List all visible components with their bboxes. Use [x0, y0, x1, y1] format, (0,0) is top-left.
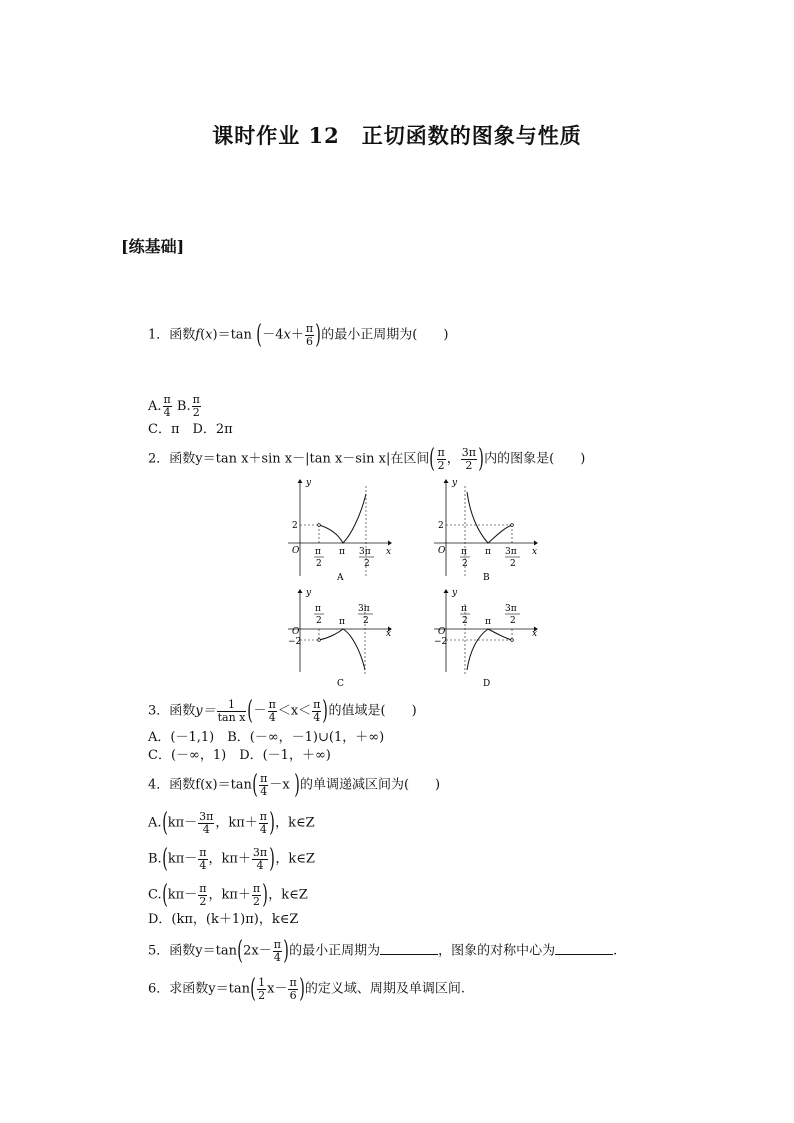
fraction: $\frac{3\pi}{4}$ [252, 845, 268, 872]
question-6: 6．求函数y＝tan( $\frac{1}{2}$ x－ $\frac{\pi}{6}$ )的定义域、周期及单调区间. [148, 974, 466, 1004]
origin-label: O [438, 546, 446, 556]
curve [319, 494, 366, 543]
y-axis-arrow [298, 479, 303, 483]
question-4: 4．函数f(x)＝tan( $\frac{\pi}{4}$ －x )的单调递减区间为( ) [148, 770, 441, 800]
question-4-option-b: B.(kπ－ $\frac{\pi}{4}$ ，kπ＋ $\frac{3\pi}{4}$ )，k∈Z [148, 844, 315, 874]
answer-blank-center[interactable] [555, 942, 613, 955]
fraction: $\frac{\pi}{4}$ [259, 809, 267, 836]
fraction: $\frac{1}{\text{tan x}}$ [217, 697, 246, 724]
svg-text:3π: 3π [505, 604, 517, 614]
svg-text:3π: 3π [505, 547, 517, 557]
answer-blank-period[interactable] [380, 942, 438, 955]
curve [467, 492, 512, 543]
section-heading: [练基础] [121, 237, 185, 256]
graph-b [430, 476, 542, 584]
question-4-option-a: A.(kπ－ $\frac{3\pi}{4}$ ，kπ＋ $\frac{\pi}{4}$ )，k∈Z [148, 808, 315, 838]
svg-text:π: π [339, 547, 345, 557]
fraction: $\frac{\pi}{4}$ [268, 697, 276, 724]
graph-a [284, 476, 396, 584]
x-axis-arrow [388, 541, 392, 546]
svg-text:2: 2 [510, 559, 516, 569]
graph-d [430, 586, 542, 690]
y-label: y [306, 478, 312, 488]
tick-label-2: 2 [292, 521, 298, 531]
svg-text:2: 2 [462, 616, 468, 626]
fraction: $\frac{\pi}{2}$ [199, 881, 207, 908]
y-axis-arrow [444, 479, 449, 483]
graph-label-b: B [483, 573, 490, 583]
fraction: $\frac{\pi}{2}$ [437, 445, 445, 472]
fraction: $\frac{\pi}{4}$ [273, 937, 281, 964]
graph-label-c: C [337, 679, 344, 689]
svg-text:2: 2 [316, 616, 322, 626]
y-label: y [306, 588, 312, 598]
fraction: $\frac{\pi}{4}$ [313, 697, 321, 724]
y-axis-arrow [298, 589, 303, 593]
question-3-options-cd: C．(－∞，1) D．(－1，＋∞) [148, 748, 331, 763]
question-1-options-ab: A. $\frac{\pi}{4}$ B. $\frac{\pi}{2}$ [148, 393, 200, 419]
question-4-option-c: C.(kπ－ $\frac{\pi}{2}$ ，kπ＋ $\frac{\pi}{2}$ )，k∈Z [148, 880, 308, 910]
svg-text:3π: 3π [358, 604, 370, 614]
svg-text:2: 2 [363, 616, 369, 626]
origin-label: O [292, 627, 300, 637]
question-3: 3．函数y＝ $\frac{1}{\text{tan x}}$ (－ $\frac{\pi}{4}$ ＜x＜ $\frac{\pi}{4}$ )的值域是( ) [148, 696, 417, 726]
fraction: $\frac{\pi}{4}$ [199, 845, 207, 872]
y-label: y [452, 588, 458, 598]
tick-label-2: 2 [438, 521, 444, 531]
y-axis-arrow [444, 589, 449, 593]
x-axis-arrow [534, 541, 538, 546]
question-1: 1．函数f(x)＝tan (－4x＋ $\frac{\pi}{6}$ )的最小正周期为( ) [148, 320, 449, 350]
question-2: 2．函数y＝tan x＋sin x－|tan x－sin x|在区间( $\frac{\pi}{2}$ ， $\frac{3\pi}{2}$ )内的图象是( ) [148, 444, 586, 474]
svg-text:π: π [315, 547, 321, 557]
svg-text:π: π [485, 547, 491, 557]
fraction: $\frac{3\pi}{2}$ [461, 445, 476, 472]
graph-c [284, 586, 396, 690]
origin-label: O [438, 627, 446, 637]
fraction: $\frac{\pi}{4}$ [260, 771, 268, 798]
tick-label-neg-2: −2 [288, 637, 302, 647]
origin-label: O [292, 546, 300, 556]
svg-text:π: π [461, 547, 467, 557]
y-label: y [452, 478, 458, 488]
svg-text:π: π [485, 617, 491, 627]
x-label: x [386, 547, 392, 557]
fraction: $\frac{\pi}{6}$ [289, 975, 297, 1002]
fraction: $\frac{\pi}{2}$ [192, 393, 200, 419]
x-label: x [386, 629, 392, 639]
fraction: $\frac{3\pi}{4}$ [199, 809, 214, 836]
graph-label-d: D [483, 679, 491, 689]
svg-text:3π: 3π [359, 547, 371, 557]
x-label: x [532, 547, 538, 557]
fraction: $\frac{\pi}{2}$ [252, 881, 261, 908]
svg-text:2: 2 [364, 559, 370, 569]
svg-text:π: π [315, 604, 321, 614]
fraction: $\frac{\pi}{6}$ [305, 321, 314, 348]
svg-text:2: 2 [510, 616, 516, 626]
x-label: x [532, 629, 538, 639]
curve [467, 629, 512, 670]
question-5: 5．函数y＝tan(2x－ $\frac{\pi}{4}$ )的最小正周期为 ，图象的对称中心为 . [148, 936, 618, 966]
graph-label-a: A [337, 573, 344, 583]
svg-text:2: 2 [462, 559, 468, 569]
curve [319, 629, 365, 670]
page-title: 课时作业 12 正切函数的图象与性质 [212, 123, 582, 148]
question-3-options-ab: A．(－1,1) B．(－∞，－1)∪(1，＋∞) [148, 730, 385, 745]
tick-label-neg-2: −2 [434, 637, 448, 647]
question-4-option-d: D．(kπ，(k＋1)π)，k∈Z [148, 912, 299, 927]
question-1-options-cd: C．π D．2π [148, 422, 233, 437]
svg-text:2: 2 [316, 559, 322, 569]
svg-text:π: π [461, 604, 467, 614]
fraction: $\frac{1}{2}$ [258, 975, 266, 1002]
svg-text:π: π [339, 617, 345, 627]
fraction: $\frac{\pi}{4}$ [163, 393, 171, 419]
